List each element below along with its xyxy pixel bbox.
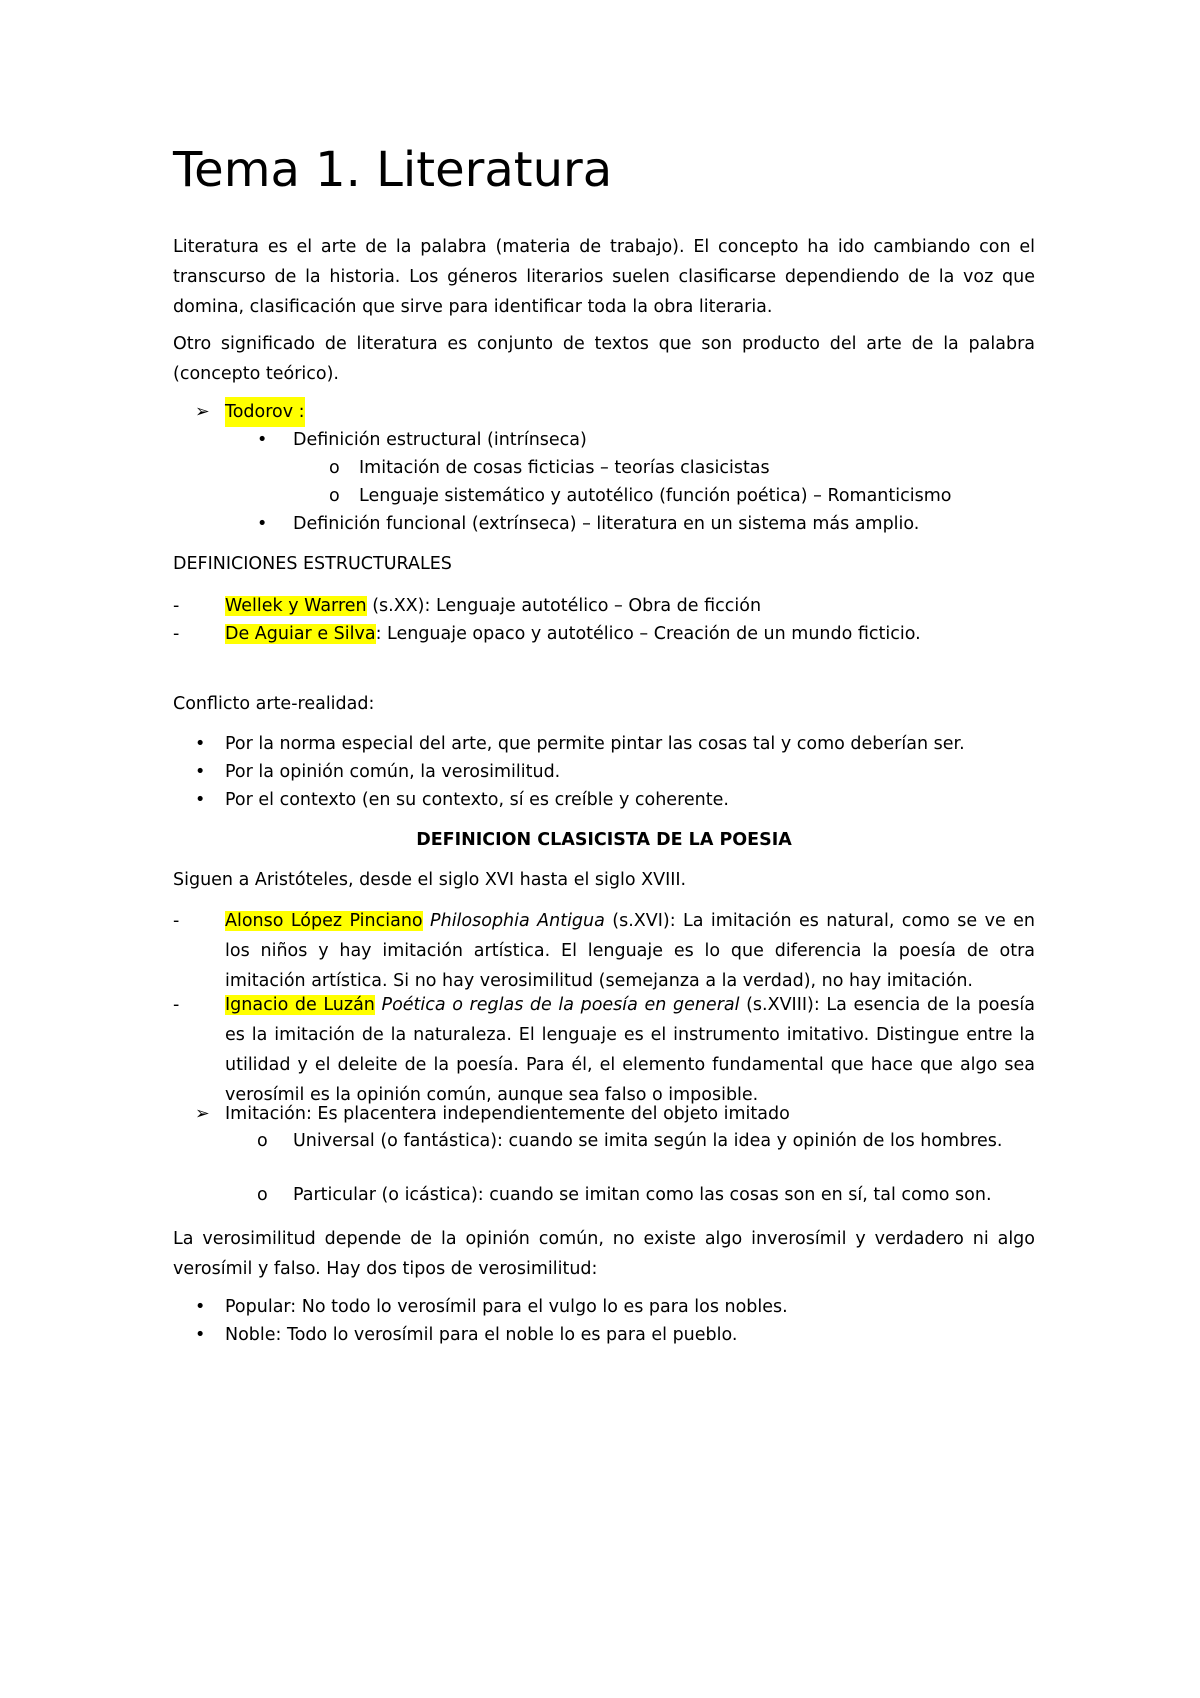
heading-definicion-clasicista: DEFINICION CLASICISTA DE LA POESIA xyxy=(416,830,792,850)
paragraph-intro: Literatura es el arte de la palabra (materia de trabajo). El concepto ha ido cambiando con el transcurso de la historia. Los géneros literarios suelen clasificarse dependiendo de la voz que domina, clasificación que sirve para identificar toda la obra literaria. xyxy=(173,237,1035,317)
todorov-sub-ficticias: Imitación de cosas ficticias – teorías clasicistas xyxy=(359,458,770,478)
paragraph-siguen: Siguen a Aristóteles, desde el siglo XVI hasta el siglo XVIII. xyxy=(173,870,687,890)
conflict-item-contexto: Por el contexto (en su contexto, sí es creíble y coherente. xyxy=(225,790,729,810)
author-luzan: Ignacio de Luzán xyxy=(225,995,375,1015)
todorov-item-estructural: Definición estructural (intrínseca) xyxy=(293,430,587,450)
circle-bullet-icon: o xyxy=(329,458,340,478)
dash-marker: - xyxy=(173,624,180,644)
arrow-bullet-icon: ➢ xyxy=(195,1104,210,1124)
entry-pinciano-text: (s.XVI): La imitación es natural, como se ve en los niños y hay imitación artística. El lenguaje es lo que diferencia la poesía de otra imitación artística. Si no hay verosimilitud (semejanza a la verdad), no hay imitación. xyxy=(225,911,1035,991)
definition-wellek xyxy=(225,591,761,621)
work-poetica: Poética o reglas de la poesía en general xyxy=(381,995,740,1015)
circle-bullet-icon: o xyxy=(329,486,340,506)
entry-luzan-text: (s.XVIII): La esencia de la poesía es la imitación de la naturaleza. El lenguaje es el instrumento imitativo. Distingue entre la utilidad y el deleite de la poesía. Para él, el elemento fundamental que hace que algo sea verosímil es la opinión común, aunque sea falso o imposible. xyxy=(225,995,1035,1105)
circle-bullet-icon: o xyxy=(257,1131,268,1151)
author-pinciano: Alonso López Pinciano xyxy=(225,911,423,931)
dash-marker: - xyxy=(173,911,180,931)
bullet-icon: • xyxy=(195,790,206,810)
circle-bullet-icon: o xyxy=(257,1185,268,1205)
dash-marker: - xyxy=(173,596,180,616)
imitacion-universal: Universal (o fantástica): cuando se imita según la idea y opinión de los hombres. xyxy=(293,1131,1003,1151)
todorov-sub-lenguaje: Lenguaje sistemático y autotélico (función poética) – Romanticismo xyxy=(359,486,952,506)
entry-pinciano xyxy=(225,906,1035,996)
bullet-icon: • xyxy=(195,1297,206,1317)
bullet-icon: • xyxy=(195,762,206,782)
conflict-item-opinion: Por la opinión común, la verosimilitud. xyxy=(225,762,561,782)
arrow-bullet-icon: ➢ xyxy=(195,402,210,422)
definition-wellek-text: (s.XX): Lenguaje autotélico – Obra de ficción xyxy=(366,596,762,616)
imitacion-particular: Particular (o icástica): cuando se imitan como las cosas son en sí, tal como son. xyxy=(293,1185,992,1205)
conflict-item-norma: Por la norma especial del arte, que permite pintar las cosas tal y como deberían ser. xyxy=(225,734,965,754)
paragraph-otro-significado: Otro significado de literatura es conjunto de textos que son producto del arte de la palabra (concepto teórico). xyxy=(173,334,1035,384)
bullet-icon: • xyxy=(257,514,268,534)
todorov-item-funcional: Definición funcional (extrínseca) – literatura en un sistema más amplio. xyxy=(293,514,920,534)
imitacion-label: Imitación: Es placentera independientemente del objeto imitado xyxy=(225,1104,790,1124)
heading-definiciones-estructurales: DEFINICIONES ESTRUCTURALES xyxy=(173,554,452,574)
dash-marker: - xyxy=(173,995,180,1015)
heading-conflicto: Conflicto arte-realidad: xyxy=(173,694,375,714)
entry-luzan xyxy=(225,990,1035,1110)
author-wellek-warren: Wellek y Warren xyxy=(225,596,367,616)
bullet-icon: • xyxy=(257,430,268,450)
work-philosophia-antigua: Philosophia Antigua xyxy=(430,911,605,931)
definition-aguiar-text: : Lenguaje opaco y autotélico – Creación de un mundo ficticio. xyxy=(375,624,921,644)
tipo-popular: Popular: No todo lo verosímil para el vulgo lo es para los nobles. xyxy=(225,1297,788,1317)
definition-aguiar xyxy=(225,619,921,649)
paragraph-verosimilitud: La verosimilitud depende de la opinión común, no existe algo inverosímil y verdadero ni algo verosímil y falso. Hay dos tipos de verosimilitud: xyxy=(173,1229,1035,1279)
todorov-label: Todorov : xyxy=(225,397,305,427)
tipo-noble: Noble: Todo lo verosímil para el noble lo es para el pueblo. xyxy=(225,1325,738,1345)
author-aguiar-silva: De Aguiar e Silva xyxy=(225,624,376,644)
bullet-icon: • xyxy=(195,1325,206,1345)
bullet-icon: • xyxy=(195,734,206,754)
page-title: Tema 1. Literatura xyxy=(173,142,613,198)
